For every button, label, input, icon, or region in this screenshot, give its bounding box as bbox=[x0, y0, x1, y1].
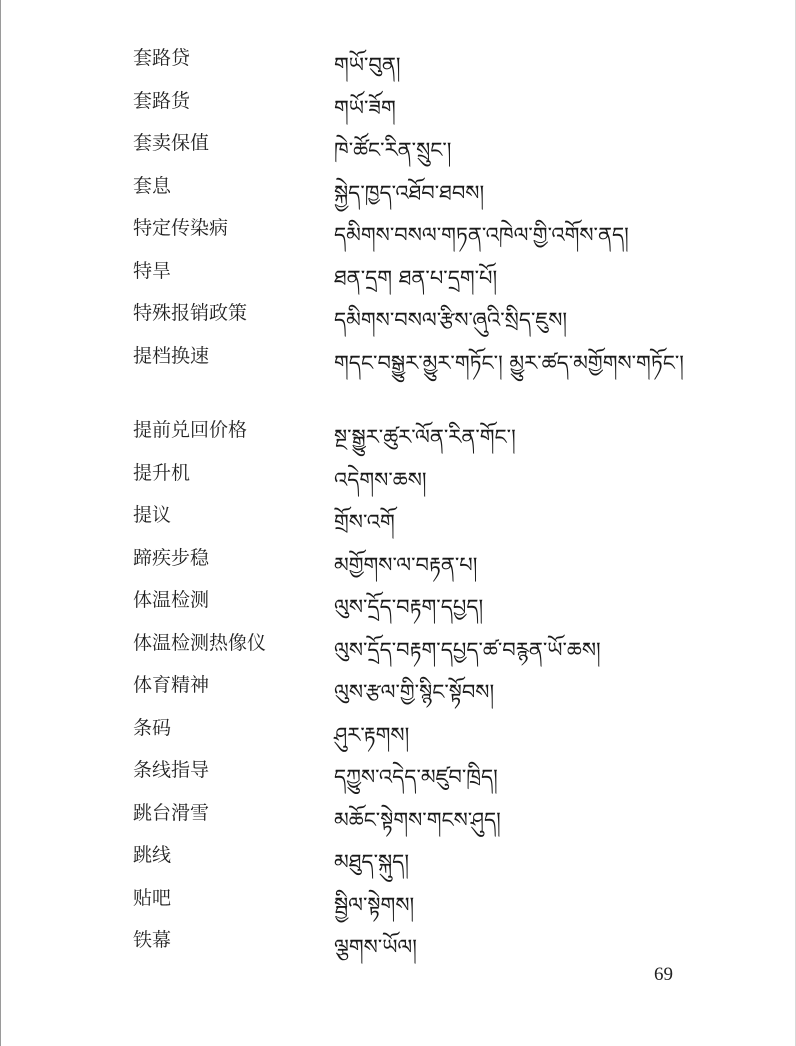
term-chinese: 套路货 bbox=[133, 90, 191, 112]
term-tibetan: ལུས་དྲོད་བརྟག་དཔྱད། bbox=[334, 595, 484, 619]
term-tibetan: སྐྱེད་ཁྱད་འཐོབ་ཐབས། bbox=[334, 181, 485, 205]
term-tibetan: ཐན་དྲག ཐན་པ་དྲག་པོ། bbox=[334, 266, 498, 290]
term-tibetan: ལུས་རྩལ་གྱི་སྙིང་སྟོབས། bbox=[334, 680, 495, 704]
term-tibetan: མཆོང་སྟེགས་གངས་ཤུད། bbox=[334, 808, 501, 832]
term-chinese: 套息 bbox=[133, 175, 172, 197]
term-tibetan: གདང་བསྒྱུར་མྱུར་གཏོང་། མྱུར་ཚད་མགྱོགས་གཏོང་། bbox=[334, 351, 684, 375]
term-tibetan: དཀྱུས་འདེད་མཛུབ་ཁྲིད། bbox=[334, 765, 498, 789]
page-number: 69 bbox=[654, 964, 673, 985]
term-tibetan: མགྱོགས་ལ་བརྟན་པ། bbox=[334, 553, 478, 577]
term-tibetan: མཐུད་སྐུད། bbox=[334, 850, 409, 874]
term-tibetan: དམིགས་བསལ་རྩིས་ཞུའི་སྲིད་ཇུས། bbox=[334, 308, 568, 332]
term-chinese: 铁幕 bbox=[133, 929, 172, 951]
term-chinese: 体温检测热像仪 bbox=[133, 632, 267, 654]
term-tibetan: འདེགས་ཆས། bbox=[334, 468, 427, 492]
term-chinese: 提前兑回价格 bbox=[133, 419, 248, 441]
term-chinese: 条码 bbox=[133, 717, 172, 739]
term-chinese: 特旱 bbox=[133, 260, 172, 282]
term-chinese: 提升机 bbox=[133, 462, 191, 484]
term-chinese: 体温检测 bbox=[133, 589, 210, 611]
term-chinese: 特殊报销政策 bbox=[133, 302, 248, 324]
term-chinese: 套路贷 bbox=[133, 47, 191, 69]
term-chinese: 提议 bbox=[133, 504, 172, 526]
term-tibetan: ཤུར་རྟགས། bbox=[334, 723, 410, 747]
term-tibetan: གཡོ་ཟོག bbox=[334, 96, 396, 120]
term-chinese: 特定传染病 bbox=[133, 217, 229, 239]
term-chinese: 蹄疾步稳 bbox=[133, 547, 210, 569]
term-chinese: 跳线 bbox=[133, 844, 172, 866]
term-chinese: 跳台滑雪 bbox=[133, 802, 210, 824]
term-tibetan: ལུས་དྲོད་བརྟག་དཔྱད་ཚ་བརྙན་ཡོ་ཆས། bbox=[334, 638, 601, 662]
term-tibetan: སྦྱིལ་སྟེགས། bbox=[334, 893, 415, 917]
term-chinese: 条线指导 bbox=[133, 759, 210, 781]
term-chinese: 体育精神 bbox=[133, 674, 210, 696]
term-tibetan: ཁེ་ཚོང་རིན་སྲུང་། bbox=[334, 138, 452, 162]
term-tibetan: སྔ་སྒྱུར་ཚུར་ལོན་རིན་གོང་། bbox=[334, 425, 516, 449]
term-tibetan: གྲོས་འགོ bbox=[334, 510, 395, 534]
term-tibetan: དམིགས་བསལ་གཏན་འཁེལ་གྱི་འགོས་ནད། bbox=[334, 223, 629, 247]
term-tibetan: གཡོ་བུན། bbox=[334, 53, 401, 77]
term-chinese: 套卖保值 bbox=[133, 132, 210, 154]
term-chinese: 贴吧 bbox=[133, 887, 172, 909]
term-chinese: 提档换速 bbox=[133, 345, 210, 367]
term-tibetan: ལྕགས་ཡོལ། bbox=[334, 935, 417, 959]
